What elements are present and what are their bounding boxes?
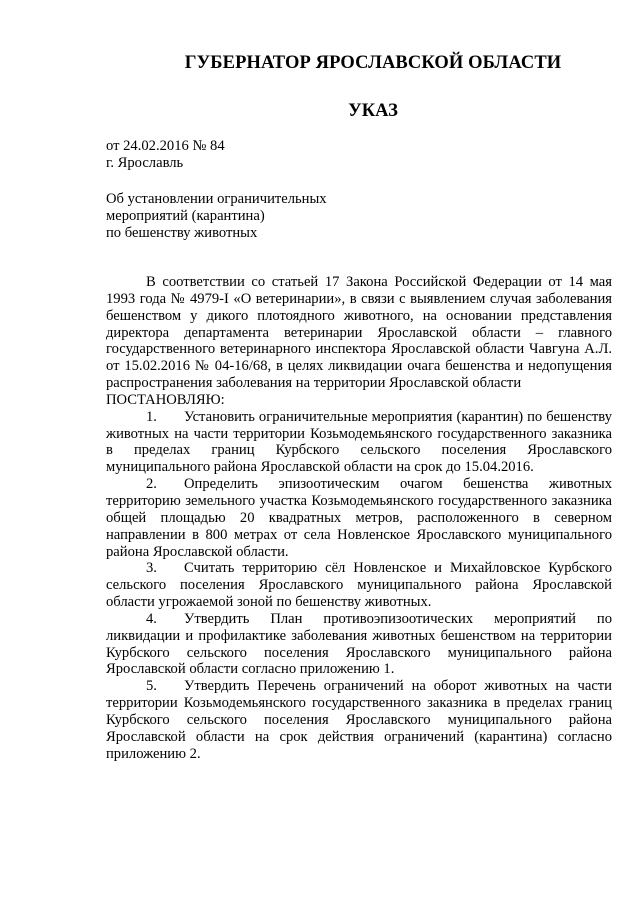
item-number: 3. (146, 560, 157, 577)
document-body (106, 274, 612, 762)
item-text: Считать территорию сёл Новленское и Михайловское Курбского сельского поселения Ярославского муниципального района Ярославской области угрожаемой зоной по бешенству животных. (106, 560, 612, 611)
issuing-authority: ГУБЕРНАТОР ЯРОСЛАВСКОЙ ОБЛАСТИ (184, 53, 562, 73)
item-number: 2. (146, 476, 157, 493)
issue-city: г. Ярославль (106, 155, 184, 171)
item-text: Утвердить План противоэпизоотических мероприятий по ликвидации и профилактике заболевания животных бешенством на территории Курбского сельского поселения Ярославского муниципального района Ярославской области согласно приложению 1. (106, 610, 612, 678)
decree-item (106, 476, 612, 560)
document-type: УКАЗ (348, 101, 398, 121)
decree-word: ПОСТАНОВЛЯЮ: (106, 391, 225, 408)
decree-item (106, 678, 612, 762)
decree-item (106, 409, 612, 476)
preamble-paragraph: В соответствии со статьей 17 Закона Российской Федерации от 14 мая 1993 года № 4979-I «О ветеринарии», в связи с выявлением случая заболевания бешенством у дикого плотоядного животного, на основании представления директора департамента ветеринарии Ярославской области – главного государственного ветеринарного инспектора Ярославской области Чавгуна А.Л. от 15.02.2016 № 04-16/68, в целях ликвидации очага бешенства и недопущения распространения заболевания на территории Ярославской области (106, 274, 612, 392)
date-and-number: от 24.02.2016 № 84 (106, 138, 225, 154)
document-subject (106, 191, 327, 242)
decree-item (106, 560, 612, 611)
item-number: 1. (146, 408, 157, 425)
item-text: Установить ограничительные мероприятия (карантин) по бешенству животных на части территории Козьмодемьянского государственного заказника в пределах границ Курбского сельского поселения Ярославского муниципального района Ярославской области на срок до 15.04.2016. (106, 408, 612, 476)
subject-line: по бешенству животных (106, 225, 258, 241)
item-text: Утвердить Перечень ограничений на оборот животных на части территории Козьмодемьянского государственного заказника в пределах границ Курбского сельского поселения Ярославского муниципального района Ярославской области на срок действия ограничений (карантина) согласно приложению 2. (106, 678, 612, 762)
item-text: Определить эпизоотическим очагом бешенства животных территорию земельного участка Козьмодемьянского государственного заказника общей площадью 20 квадратных метров, расположенного в северном направлении в 800 метрах от села Новленское Ярославского муниципального района Ярославской области. (106, 476, 612, 560)
subject-line: Об установлении ограничительных (106, 191, 327, 207)
decree-item (106, 611, 612, 678)
document-meta (106, 138, 225, 172)
item-number: 4. (146, 610, 157, 627)
item-number: 5. (146, 678, 157, 695)
subject-line: мероприятий (карантина) (106, 208, 265, 224)
